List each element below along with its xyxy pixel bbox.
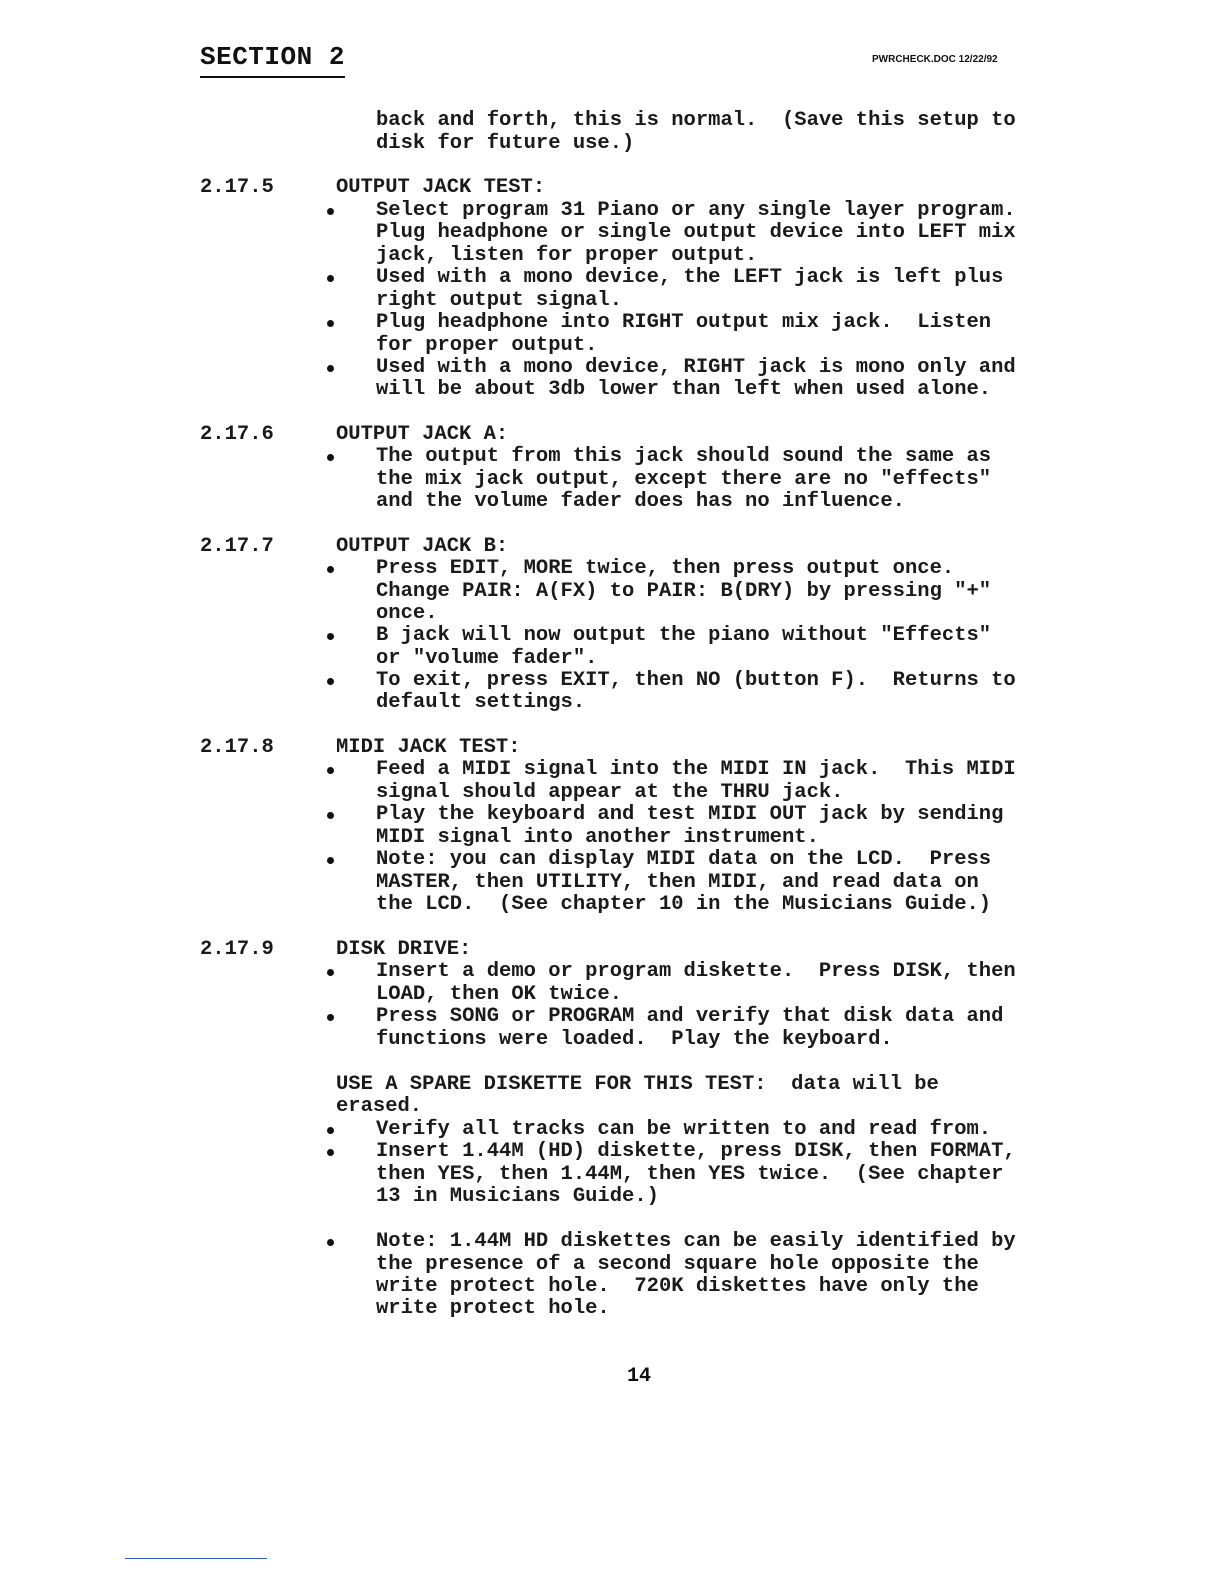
bullet-dot — [327, 678, 334, 685]
bullet-line: for proper output. — [376, 334, 598, 357]
bullet-line: Press EDIT, MORE twice, then press output once. — [376, 557, 955, 580]
section-title: OUTPUT JACK A: — [336, 423, 509, 446]
bullet-line: Note: 1.44M HD diskettes can be easily identified by — [376, 1230, 1016, 1253]
bullet-line: the LCD. (See chapter 10 in the Musicians Guide.) — [376, 893, 992, 916]
bullet-line: Note: you can display MIDI data on the LCD. Press — [376, 848, 992, 871]
warning-line: USE A SPARE DISKETTE FOR THIS TEST: data will be — [336, 1073, 939, 1096]
intro-line: back and forth, this is normal. (Save this setup to — [376, 109, 1016, 132]
bullet-dot — [327, 969, 334, 976]
section-heading: SECTION 2 — [200, 40, 345, 78]
bullet-dot — [327, 320, 334, 327]
bullet-line: Play the keyboard and test MIDI OUT jack by sending — [376, 803, 1004, 826]
bullet-line: Insert 1.44M (HD) diskette, press DISK, then FORMAT, — [376, 1140, 1016, 1163]
bullet-line: B jack will now output the piano without "Effects" — [376, 624, 992, 647]
bullet-line: 13 in Musicians Guide.) — [376, 1185, 659, 1208]
bullet-dot — [327, 767, 334, 774]
bullet-line: To exit, press EXIT, then NO (button F). Returns to — [376, 669, 1016, 692]
footer-rule — [125, 1558, 267, 1559]
bullet-line: The output from this jack should sound the same as — [376, 445, 992, 468]
bullet-line: Feed a MIDI signal into the MIDI IN jack. This MIDI — [376, 758, 1016, 781]
bullet-line: then YES, then 1.44M, then YES twice. (See chapter — [376, 1163, 1004, 1186]
bullet-line: Used with a mono device, the LEFT jack is left plus — [376, 266, 1004, 289]
section-number: 2.17.7 — [200, 535, 274, 558]
intro-line: disk for future use.) — [376, 132, 635, 155]
bullet-dot — [327, 275, 334, 282]
section-title: DISK DRIVE: — [336, 938, 472, 961]
section-number: 2.17.9 — [200, 938, 274, 961]
bullet-line: Press SONG or PROGRAM and verify that disk data and — [376, 1005, 1004, 1028]
bullet-dot — [327, 857, 334, 864]
bullet-dot — [327, 633, 334, 640]
bullet-dot — [327, 454, 334, 461]
bullet-line: default settings. — [376, 691, 586, 714]
bullet-dot — [327, 1127, 334, 1134]
bullet-line: Plug headphone or single output device into LEFT mix — [376, 221, 1016, 244]
bullet-line: once. — [376, 602, 438, 625]
bullet-line: Change PAIR: A(FX) to PAIR: B(DRY) by pressing "+" — [376, 580, 992, 603]
section-title: OUTPUT JACK B: — [336, 535, 509, 558]
bullet-line: right output signal. — [376, 289, 623, 312]
section-title: OUTPUT JACK TEST: — [336, 176, 546, 199]
bullet-line: MIDI signal into another instrument. — [376, 826, 819, 849]
section-number: 2.17.6 — [200, 423, 274, 446]
bullet-line: write protect hole. — [376, 1297, 610, 1320]
bullet-dot — [327, 566, 334, 573]
doc-filename-date: PWRCHECK.DOC 12/22/92 — [872, 54, 998, 65]
bullet-dot — [327, 1149, 334, 1156]
bullet-line: functions were loaded. Play the keyboard. — [376, 1028, 893, 1051]
bullet-line: Plug headphone into RIGHT output mix jack. Listen — [376, 311, 992, 334]
bullet-line: LOAD, then OK twice. — [376, 983, 623, 1006]
section-title: MIDI JACK TEST: — [336, 736, 521, 759]
bullet-dot — [327, 365, 334, 372]
bullet-line: Verify all tracks can be written to and read from. — [376, 1118, 992, 1141]
bullet-dot — [327, 1014, 334, 1021]
bullet-line: the mix jack output, except there are no "effects" — [376, 468, 992, 491]
bullet-line: or "volume fader". — [376, 647, 598, 670]
bullet-dot — [327, 1239, 334, 1246]
bullet-line: Insert a demo or program diskette. Press DISK, then — [376, 960, 1016, 983]
bullet-line: write protect hole. 720K diskettes have only the — [376, 1275, 979, 1298]
bullet-line: will be about 3db lower than left when used alone. — [376, 378, 992, 401]
bullet-line: signal should appear at the THRU jack. — [376, 781, 844, 804]
section-number: 2.17.5 — [200, 176, 274, 199]
warning-line: erased. — [336, 1095, 423, 1118]
page-number: 14 — [627, 1365, 652, 1388]
section-number: 2.17.8 — [200, 736, 274, 759]
bullet-dot — [327, 208, 334, 215]
bullet-dot — [327, 812, 334, 819]
bullet-line: the presence of a second square hole opposite the — [376, 1253, 979, 1276]
bullet-line: jack, listen for proper output. — [376, 244, 758, 267]
bullet-line: MASTER, then UTILITY, then MIDI, and read data on — [376, 871, 979, 894]
bullet-line: Select program 31 Piano or any single layer program. — [376, 199, 1016, 222]
bullet-line: Used with a mono device, RIGHT jack is mono only and — [376, 356, 1016, 379]
bullet-line: and the volume fader does has no influence. — [376, 490, 905, 513]
